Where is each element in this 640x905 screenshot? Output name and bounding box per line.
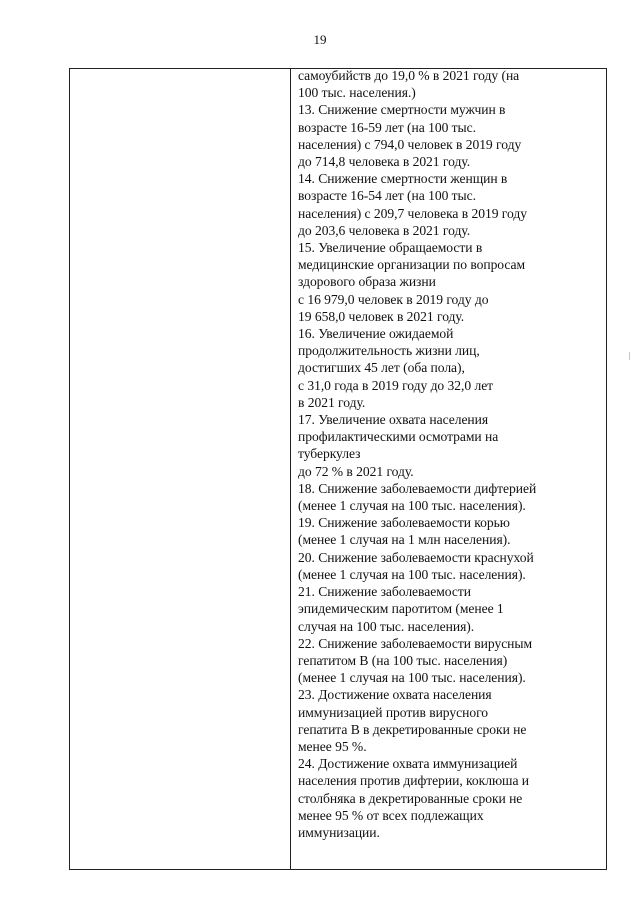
text-line: менее 95 %. <box>298 738 367 754</box>
text-line: до 714,8 человека в 2021 году. <box>298 154 471 170</box>
text-line: столбняка в декретированные сроки не <box>298 790 523 806</box>
text-line: самоубийств до 19,0 % в 2021 году (на <box>298 68 520 83</box>
text-line: с 31,0 года в 2019 году до 32,0 лет <box>298 377 494 393</box>
text-line: 19 658,0 человек в 2021 году. <box>298 308 465 324</box>
left-column-cell <box>70 69 290 869</box>
text-line: туберкулез <box>298 446 361 462</box>
text-line: 14. Снижение смертности женщин в <box>298 171 508 187</box>
text-line: возрасте 16-59 лет (на 100 тыс. <box>298 119 476 135</box>
text-line: в 2021 году. <box>298 394 366 410</box>
text-line: 100 тыс. населения.) <box>298 85 416 101</box>
text-line: населения) с 794,0 человек в 2019 году <box>298 136 522 152</box>
text-line: (менее 1 случая на 1 млн населения). <box>298 532 511 548</box>
text-line: гепатитом В (на 100 тыс. населения) <box>298 652 508 668</box>
text-line: до 203,6 человека в 2021 году. <box>298 222 471 238</box>
text-line: 20. Снижение заболеваемости краснухой <box>298 549 534 565</box>
text-line: 19. Снижение заболеваемости корью <box>298 515 510 531</box>
text-line: (менее 1 случая на 100 тыс. населения). <box>298 498 526 514</box>
text-line: иммунизацией против вирусного <box>298 704 489 720</box>
text-line: эпидемическим паротитом (менее 1 <box>298 601 504 617</box>
page-number: 19 <box>313 32 327 47</box>
text-line: здорового образа жизни <box>298 274 436 290</box>
text-line: случая на 100 тыс. населения). <box>298 618 475 634</box>
text-line: достигших 45 лет (оба пола), <box>298 360 465 376</box>
text-line: 13. Снижение смертности мужчин в <box>298 102 506 118</box>
text-line: 18. Снижение заболеваемости дифтерией <box>298 480 537 496</box>
text-line: до 72 % в 2021 году. <box>298 463 414 479</box>
text-line: 17. Увеличение охвата населения <box>298 412 489 428</box>
text-line: населения) с 209,7 человека в 2019 году <box>298 205 527 221</box>
text-line: медицинские организации по вопросам <box>298 257 526 273</box>
column-divider <box>290 68 291 870</box>
text-line: 24. Достижение охвата иммунизацией <box>298 756 518 772</box>
text-line: 22. Снижение заболеваемости вирусным <box>298 635 533 651</box>
text-line: 21. Снижение заболеваемости <box>298 584 471 600</box>
text-line: (менее 1 случая на 100 тыс. населения). <box>298 566 526 582</box>
text-line: 15. Увеличение обращаемости в <box>298 240 483 256</box>
text-line: иммунизации. <box>298 824 380 840</box>
scan-artifact <box>629 352 630 360</box>
text-line: возрасте 16-54 лет (на 100 тыс. <box>298 188 476 204</box>
text-line: гепатита В в декретированные сроки не <box>298 721 527 737</box>
text-line: продолжительность жизни лиц, <box>298 343 480 359</box>
right-column-cell <box>298 67 603 841</box>
text-line: (менее 1 случая на 100 тыс. населения). <box>298 670 526 686</box>
text-line: профилактическими осмотрами на <box>298 429 499 445</box>
text-line: 16. Увеличение ожидаемой <box>298 326 454 342</box>
text-line: с 16 979,0 человек в 2019 году до <box>298 291 489 307</box>
text-line: 23. Достижение охвата населения <box>298 687 492 703</box>
text-line: населения против дифтерии, коклюша и <box>298 773 530 789</box>
text-line: менее 95 % от всех подлежащих <box>298 807 484 823</box>
